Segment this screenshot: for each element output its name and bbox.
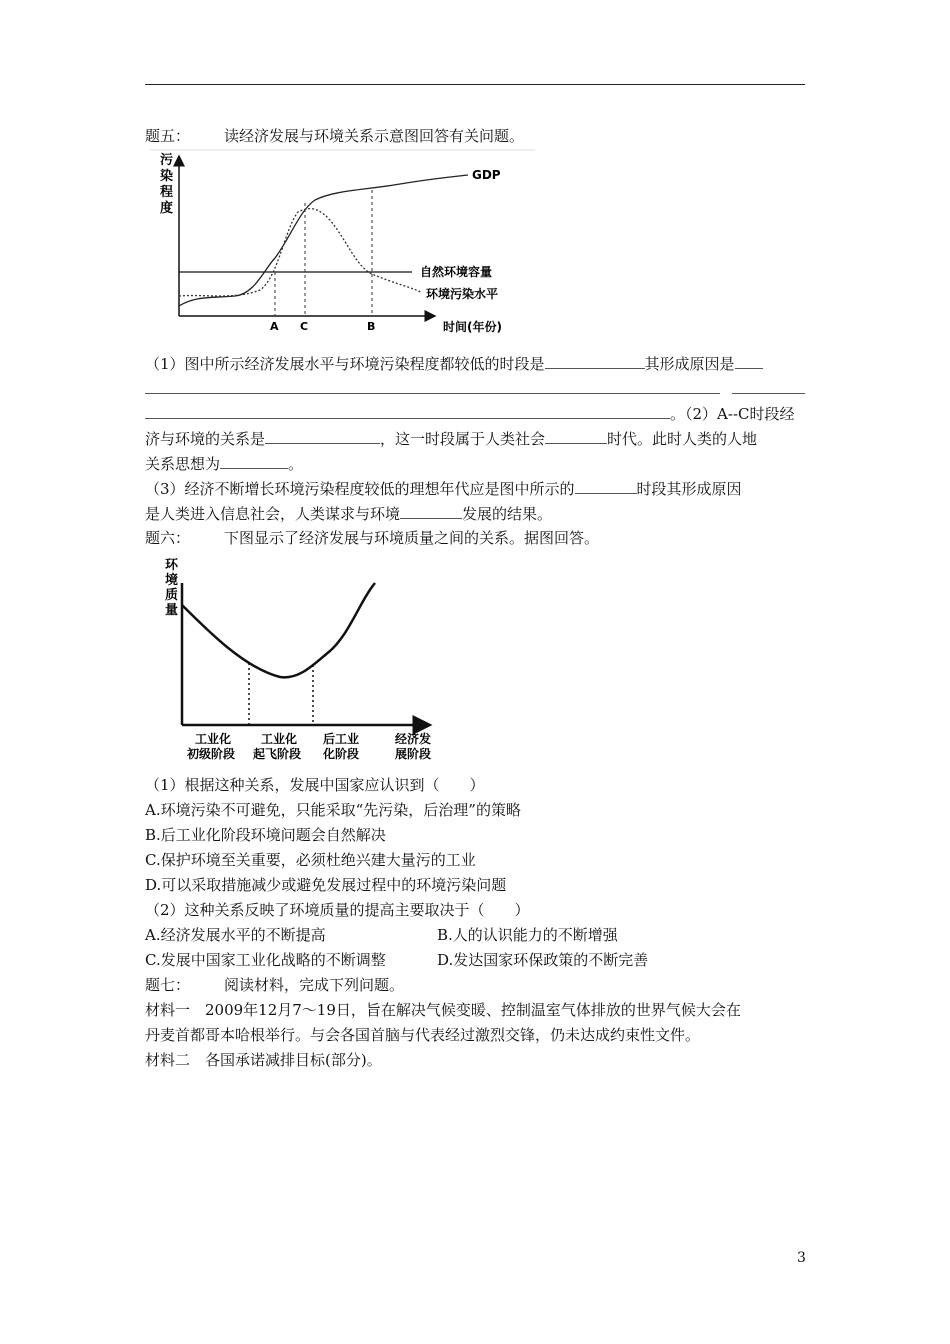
q6-intro: 下图显示了经济发展与环境质量之间的关系。据图回答。 [224,529,600,547]
q7-material-1-line1: 材料一 2009年12月7～19日，旨在解决气候变暖、控制温室气体排放的世界气候大会在 [145,1001,741,1019]
q6-q2-option-b[interactable]: B.人的认识能力的不断增强 [437,926,618,944]
q5-line3 [145,403,795,424]
q5-title: 题五： [145,127,191,145]
header-rule [145,84,805,85]
q5-figure [150,148,540,338]
q6-q2-option-a[interactable]: A.经济发展水平的不断提高 [145,926,326,944]
q5-line5 [145,453,303,474]
blank-2[interactable] [735,353,763,369]
q5-intro: 读经济发展与环境关系示意图回答有关问题。 [224,127,525,145]
blank-8[interactable] [220,453,288,469]
q5-line6 [145,478,742,499]
q5-q2-era: ，这一时段属于人类社会 [380,430,546,448]
q5-ylabel-4: 度 [160,201,174,216]
q5-tick-b: B [367,320,376,333]
q6-q1-option-b[interactable]: B.后工业化阶段环境问题会自然解决 [145,826,386,844]
q7-title: 题七： [145,976,191,994]
q5-q3-info: 是人类进入信息社会，人类谋求与环境 [145,505,401,523]
q6-ylabel-1: 环 [165,558,179,573]
q5-tick-a: A [270,320,279,333]
q5-line4 [145,428,757,449]
q6-stage-3-line1: 后工业 [323,732,360,746]
blank-6[interactable] [265,428,380,444]
q6-figure [155,553,445,765]
q5-capacity-label: 自然环境容量 [420,265,493,279]
q7-material-2: 材料二 各国承诺减排目标(部分)。 [145,1051,382,1069]
q6-title: 题六： [145,529,191,547]
q6-xlabel-line1: 经济发 [395,732,432,746]
q6-xlabel-line2: 展阶段 [395,747,432,761]
q5-ylabel-3: 程 [160,185,174,200]
q5-q3-text: （3）经济不断增长环境污染程度较低的理想年代应是图中所示的 [145,480,575,498]
blank-5[interactable] [145,403,670,419]
q6-quality-curve [182,583,375,677]
q5-xlabel: 时间(年份) [443,320,502,334]
q6-ylabel-3: 质 [165,588,179,603]
q6-stage-1-line1: 工业化 [195,732,232,746]
q5-q2-relation: 济与环境的关系是 [145,430,266,448]
q6-q1-option-a[interactable]: A.环境污染不可避免，只能采取“先污染，后治理”的策略 [145,801,521,819]
q5-q2-idea: 关系思想为 [145,455,221,473]
q5-q3-reason: 时段其形成原因 [636,480,742,498]
blank-3[interactable] [145,378,720,394]
blank-10[interactable] [400,503,462,519]
q5-tick-c: C [300,320,309,333]
q6-stage-3-line2: 化阶段 [323,747,360,761]
q5-q2-text: 。（2）A--C时段经 [670,405,795,423]
q6-q2: （2）这种关系反映了环境质量的提高主要取决于（ ） [145,901,530,919]
q5-q3-result: 发展的结果。 [462,505,553,523]
q5-q1-reason: 其形成原因是 [644,355,735,373]
q5-line1 [145,353,763,374]
q6-heading [145,528,599,548]
q6-q2-option-c[interactable]: C.发展中国家工业化战略的不断调整 [145,951,386,969]
q5-line2 [145,378,805,399]
q6-stage-2-line1: 工业化 [261,732,298,746]
blank-4[interactable] [732,378,805,394]
q6-q2-option-d[interactable]: D.发达国家环保政策的不断完善 [437,951,649,969]
blank-7[interactable] [545,428,607,444]
q6-q1-option-d[interactable]: D.可以采取措施减少或避免发展过程中的环境污染问题 [145,876,507,894]
q6-q1: （1）根据这种关系，发展中国家应认识到（ ） [145,776,485,794]
q5-period: 。 [288,455,304,473]
q7-heading [145,975,404,995]
q6-ylabel-2: 境 [165,573,179,588]
q7-material-1-line2: 丹麦首都哥本哈根举行。与会各国首脑与代表经过激烈交锋，仍未达成约束性文件。 [145,1026,701,1044]
q5-pollution-label: 环境污染水平 [426,287,499,301]
q5-ylabel-2: 染 [160,169,174,184]
q5-gdp-label: GDP [472,168,501,182]
q6-q1-option-c[interactable]: C.保护环境至关重要，必须杜绝兴建大量污的工业 [145,851,476,869]
q5-pollution-curve [179,209,422,296]
q6-ylabel-4: 量 [165,603,179,618]
blank-9[interactable] [575,478,637,494]
q5-q2-thought: 时代。此时人类的人地 [607,430,758,448]
q6-stage-1-line2: 初级阶段 [187,747,236,761]
q5-heading [145,126,524,146]
q5-gdp-curve [179,175,468,306]
q5-line7 [145,503,552,524]
blank-1[interactable] [545,353,645,369]
q7-intro: 阅读材料，完成下列问题。 [224,976,405,994]
page-number: 3 [797,1250,806,1266]
q5-q1-text: （1）图中所示经济发展水平与环境污染程度都较低的时段是 [145,355,545,373]
q5-ylabel-1: 污 [160,153,174,168]
q6-stage-2-line2: 起飞阶段 [253,747,302,761]
